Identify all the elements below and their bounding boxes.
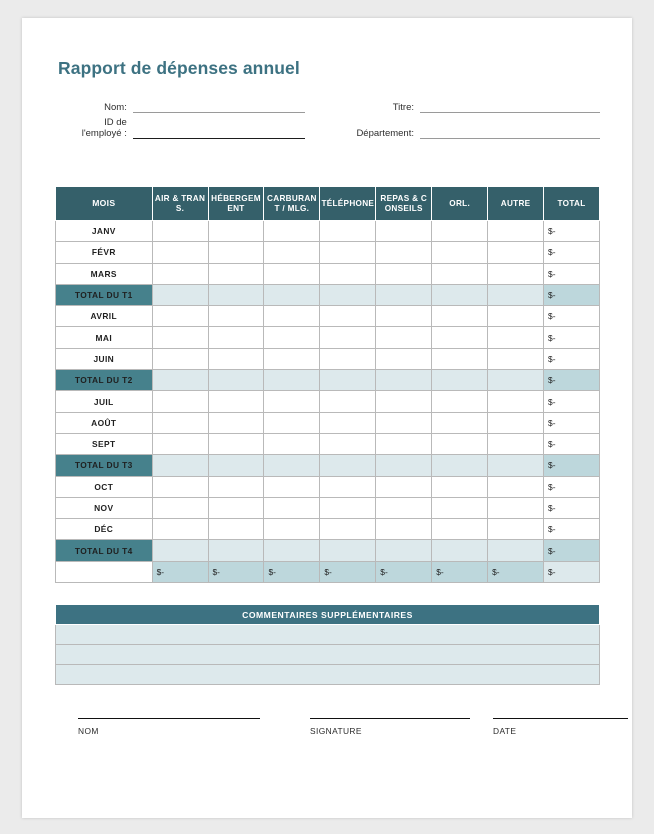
row-label-oct: OCT — [56, 476, 153, 497]
expense-cell[interactable] — [152, 242, 208, 263]
expense-cell[interactable] — [432, 476, 488, 497]
expense-cell[interactable] — [320, 540, 376, 561]
expense-cell[interactable] — [208, 306, 264, 327]
column-header-carburant-mlg: CARBURANT / MLG. — [264, 187, 320, 221]
expense-cell[interactable] — [152, 284, 208, 305]
document-page — [22, 18, 632, 818]
expense-cell[interactable] — [152, 519, 208, 540]
expense-cell[interactable] — [264, 306, 320, 327]
expense-cell[interactable] — [432, 348, 488, 369]
table-row — [56, 391, 600, 412]
expense-cell[interactable] — [264, 327, 320, 348]
expense-cell[interactable] — [376, 519, 432, 540]
expense-cell[interactable] — [432, 455, 488, 476]
table-row — [56, 284, 600, 305]
expense-cell[interactable] — [152, 263, 208, 284]
expense-cell[interactable] — [488, 327, 544, 348]
expense-cell[interactable] — [488, 284, 544, 305]
comments-header: COMMENTAIRES SUPPLÉMENTAIRES — [56, 605, 600, 625]
expense-cell[interactable] — [264, 242, 320, 263]
expense-cell[interactable] — [264, 540, 320, 561]
row-total-cell: $- — [544, 497, 600, 518]
row-total-cell: $- — [544, 284, 600, 305]
expense-cell[interactable] — [376, 476, 432, 497]
table-row — [56, 497, 600, 518]
expense-cell[interactable] — [208, 455, 264, 476]
header-fields — [55, 101, 600, 143]
expense-cell[interactable] — [488, 412, 544, 433]
departement-input[interactable] — [420, 127, 600, 139]
nom-label: Nom: — [104, 102, 127, 113]
expense-cell[interactable] — [432, 242, 488, 263]
expense-cell[interactable] — [376, 370, 432, 391]
column-header-telephone: TÉLÉPHONE — [320, 187, 376, 221]
row-label-total-du-t1: TOTAL DU T1 — [56, 284, 153, 305]
expense-cell[interactable] — [152, 370, 208, 391]
expense-table-body — [56, 221, 600, 583]
expense-cell[interactable] — [432, 370, 488, 391]
expense-cell[interactable] — [320, 306, 376, 327]
date-label: DATE — [493, 726, 517, 736]
signature-block-nom — [78, 718, 260, 736]
comment-row — [56, 665, 600, 685]
expense-cell[interactable] — [432, 519, 488, 540]
expense-cell[interactable] — [152, 391, 208, 412]
expense-cell[interactable] — [320, 391, 376, 412]
row-total-cell: $- — [544, 327, 600, 348]
signature-area — [55, 718, 600, 758]
row-total-cell: $- — [544, 242, 600, 263]
comment-input[interactable] — [56, 645, 600, 665]
expense-cell[interactable] — [488, 497, 544, 518]
expense-cell[interactable] — [320, 433, 376, 454]
comments-header-row — [56, 605, 600, 625]
row-label-nov: NOV — [56, 497, 153, 518]
comment-row — [56, 645, 600, 665]
table-row — [56, 242, 600, 263]
row-label-avril: AVRIL — [56, 306, 153, 327]
expense-cell[interactable] — [208, 348, 264, 369]
row-label-juin: JUIN — [56, 348, 153, 369]
comment-row — [56, 625, 600, 645]
nom-signature-label: NOM — [78, 726, 99, 736]
row-label-mars: MARS — [56, 263, 153, 284]
expense-cell[interactable] — [152, 455, 208, 476]
row-total-cell: $- — [544, 412, 600, 433]
expense-table-head — [56, 187, 600, 221]
expense-cell[interactable] — [208, 519, 264, 540]
expense-cell[interactable] — [488, 455, 544, 476]
expense-cell[interactable] — [432, 391, 488, 412]
expense-cell[interactable] — [208, 540, 264, 561]
signature-block-signature — [310, 718, 470, 736]
expense-cell[interactable] — [264, 476, 320, 497]
column-header-mois: MOIS — [56, 187, 153, 221]
row-total-cell: $- — [544, 455, 600, 476]
expense-cell[interactable] — [432, 306, 488, 327]
titre-input[interactable] — [420, 101, 600, 113]
table-row — [56, 433, 600, 454]
row-total-cell: $- — [544, 519, 600, 540]
expense-cell[interactable] — [320, 412, 376, 433]
row-total-cell: $- — [544, 540, 600, 561]
row-total-cell: $- — [544, 433, 600, 454]
row-label-mai: MAI — [56, 327, 153, 348]
expense-cell[interactable] — [320, 327, 376, 348]
table-row — [56, 540, 600, 561]
employee-id-label-line2: l'employé : — [81, 128, 127, 139]
expense-cell[interactable] — [488, 370, 544, 391]
table-row — [56, 455, 600, 476]
expense-cell[interactable] — [208, 391, 264, 412]
expense-cell[interactable] — [488, 242, 544, 263]
expense-cell[interactable] — [264, 391, 320, 412]
expense-cell[interactable] — [320, 242, 376, 263]
expense-cell[interactable] — [376, 284, 432, 305]
expense-cell[interactable] — [264, 221, 320, 242]
expense-cell[interactable] — [488, 391, 544, 412]
expense-cell[interactable] — [152, 497, 208, 518]
titre-label: Titre: — [392, 102, 414, 113]
expense-cell[interactable] — [152, 412, 208, 433]
expense-cell[interactable] — [264, 348, 320, 369]
expense-cell[interactable] — [320, 284, 376, 305]
expense-cell[interactable] — [152, 348, 208, 369]
expense-cell[interactable] — [264, 433, 320, 454]
row-label-f-vr: FÉVR — [56, 242, 153, 263]
expense-cell[interactable] — [208, 284, 264, 305]
signature-label: SIGNATURE — [310, 726, 362, 736]
expense-cell[interactable] — [320, 497, 376, 518]
expense-cell[interactable] — [152, 221, 208, 242]
header-field-row-2 — [55, 117, 600, 139]
row-total-cell: $- — [544, 221, 600, 242]
expense-cell[interactable] — [432, 284, 488, 305]
expense-cell[interactable] — [432, 221, 488, 242]
expense-cell[interactable] — [208, 327, 264, 348]
row-label-blank — [56, 561, 153, 582]
expense-cell[interactable] — [208, 412, 264, 433]
comments-table-head — [56, 605, 600, 625]
expense-cell[interactable] — [488, 306, 544, 327]
expense-cell[interactable] — [264, 370, 320, 391]
table-row — [56, 327, 600, 348]
expense-cell[interactable] — [488, 476, 544, 497]
expense-cell[interactable] — [376, 263, 432, 284]
column-header-orl: ORL. — [432, 187, 488, 221]
departement-label: Département: — [356, 128, 414, 139]
expense-cell[interactable] — [320, 263, 376, 284]
expense-cell[interactable] — [488, 348, 544, 369]
expense-cell[interactable] — [432, 540, 488, 561]
expense-cell[interactable] — [208, 476, 264, 497]
expense-cell[interactable] — [208, 433, 264, 454]
expense-cell[interactable] — [376, 327, 432, 348]
expense-cell[interactable] — [488, 540, 544, 561]
expense-cell[interactable] — [264, 284, 320, 305]
expense-cell[interactable] — [320, 476, 376, 497]
employee-id-label — [55, 117, 133, 139]
employee-id-label-line1: ID de — [104, 117, 127, 128]
employee-id-input[interactable] — [133, 127, 305, 139]
column-header-total: TOTAL — [544, 187, 600, 221]
expense-cell[interactable] — [432, 327, 488, 348]
expense-cell[interactable] — [208, 221, 264, 242]
row-label-total-du-t3: TOTAL DU T3 — [56, 455, 153, 476]
expense-cell[interactable] — [488, 433, 544, 454]
expense-cell[interactable]: $- — [208, 561, 264, 582]
column-header-repas-conseils: REPAS & CONSEILS — [376, 187, 432, 221]
expense-cell[interactable] — [320, 519, 376, 540]
comment-input[interactable] — [56, 625, 600, 645]
expense-cell[interactable]: $- — [264, 561, 320, 582]
table-row — [56, 263, 600, 284]
comment-input[interactable] — [56, 665, 600, 685]
expense-cell[interactable] — [376, 391, 432, 412]
table-row — [56, 412, 600, 433]
expense-cell[interactable] — [488, 263, 544, 284]
expense-cell[interactable] — [208, 263, 264, 284]
table-row — [56, 221, 600, 242]
expense-cell[interactable] — [432, 412, 488, 433]
header-field-row-1 — [55, 101, 600, 113]
expense-cell[interactable] — [264, 412, 320, 433]
expense-cell[interactable] — [208, 242, 264, 263]
expense-cell[interactable]: $- — [320, 561, 376, 582]
expense-cell[interactable] — [376, 455, 432, 476]
signature-block-date — [493, 718, 628, 736]
expense-cell[interactable] — [152, 327, 208, 348]
expense-cell[interactable] — [152, 433, 208, 454]
row-label-ao-t: AOÛT — [56, 412, 153, 433]
column-header-hebergement: HÉBERGEMENT — [208, 187, 264, 221]
row-total-cell: $- — [544, 391, 600, 412]
row-label-juil: JUIL — [56, 391, 153, 412]
expense-cell[interactable] — [376, 348, 432, 369]
expense-cell[interactable] — [208, 497, 264, 518]
expense-cell[interactable] — [376, 497, 432, 518]
row-label-d-c: DÉC — [56, 519, 153, 540]
row-label-total-du-t4: TOTAL DU T4 — [56, 540, 153, 561]
comments-table — [55, 604, 600, 685]
expense-cell[interactable] — [152, 476, 208, 497]
expense-cell[interactable]: $- — [432, 561, 488, 582]
page-title: Rapport de dépenses annuel — [58, 58, 300, 78]
expense-header-row — [56, 187, 600, 221]
expense-cell[interactable] — [264, 455, 320, 476]
expense-cell[interactable] — [264, 519, 320, 540]
expense-cell[interactable] — [432, 433, 488, 454]
expense-cell[interactable] — [152, 306, 208, 327]
row-total-cell: $- — [544, 561, 600, 582]
expense-cell[interactable] — [152, 540, 208, 561]
expense-cell[interactable] — [432, 497, 488, 518]
expense-cell[interactable] — [376, 540, 432, 561]
expense-cell[interactable] — [320, 370, 376, 391]
comments-table-body — [56, 625, 600, 685]
expense-cell[interactable] — [264, 263, 320, 284]
expense-cell[interactable] — [208, 370, 264, 391]
expense-cell[interactable] — [488, 221, 544, 242]
table-row — [56, 561, 600, 582]
table-row — [56, 519, 600, 540]
expense-cell[interactable]: $- — [152, 561, 208, 582]
table-row — [56, 476, 600, 497]
expense-cell[interactable]: $- — [488, 561, 544, 582]
column-header-autre: AUTRE — [488, 187, 544, 221]
expense-cell[interactable] — [432, 263, 488, 284]
table-row — [56, 306, 600, 327]
expense-cell[interactable] — [376, 433, 432, 454]
row-total-cell: $- — [544, 348, 600, 369]
expense-table — [55, 186, 600, 583]
row-label-total-du-t2: TOTAL DU T2 — [56, 370, 153, 391]
row-label-janv: JANV — [56, 221, 153, 242]
row-total-cell: $- — [544, 476, 600, 497]
expense-cell[interactable] — [488, 519, 544, 540]
row-label-sept: SEPT — [56, 433, 153, 454]
expense-cell[interactable]: $- — [376, 561, 432, 582]
expense-cell[interactable] — [320, 348, 376, 369]
expense-cell[interactable] — [376, 221, 432, 242]
row-total-cell: $- — [544, 370, 600, 391]
expense-cell[interactable] — [320, 221, 376, 242]
expense-cell[interactable] — [376, 242, 432, 263]
column-header-air-trans: AIR & TRANS. — [152, 187, 208, 221]
expense-cell[interactable] — [320, 455, 376, 476]
table-row — [56, 348, 600, 369]
expense-cell[interactable] — [376, 306, 432, 327]
nom-input[interactable] — [133, 101, 305, 113]
expense-cell[interactable] — [264, 497, 320, 518]
expense-cell[interactable] — [376, 412, 432, 433]
table-row — [56, 370, 600, 391]
row-total-cell: $- — [544, 306, 600, 327]
row-total-cell: $- — [544, 263, 600, 284]
